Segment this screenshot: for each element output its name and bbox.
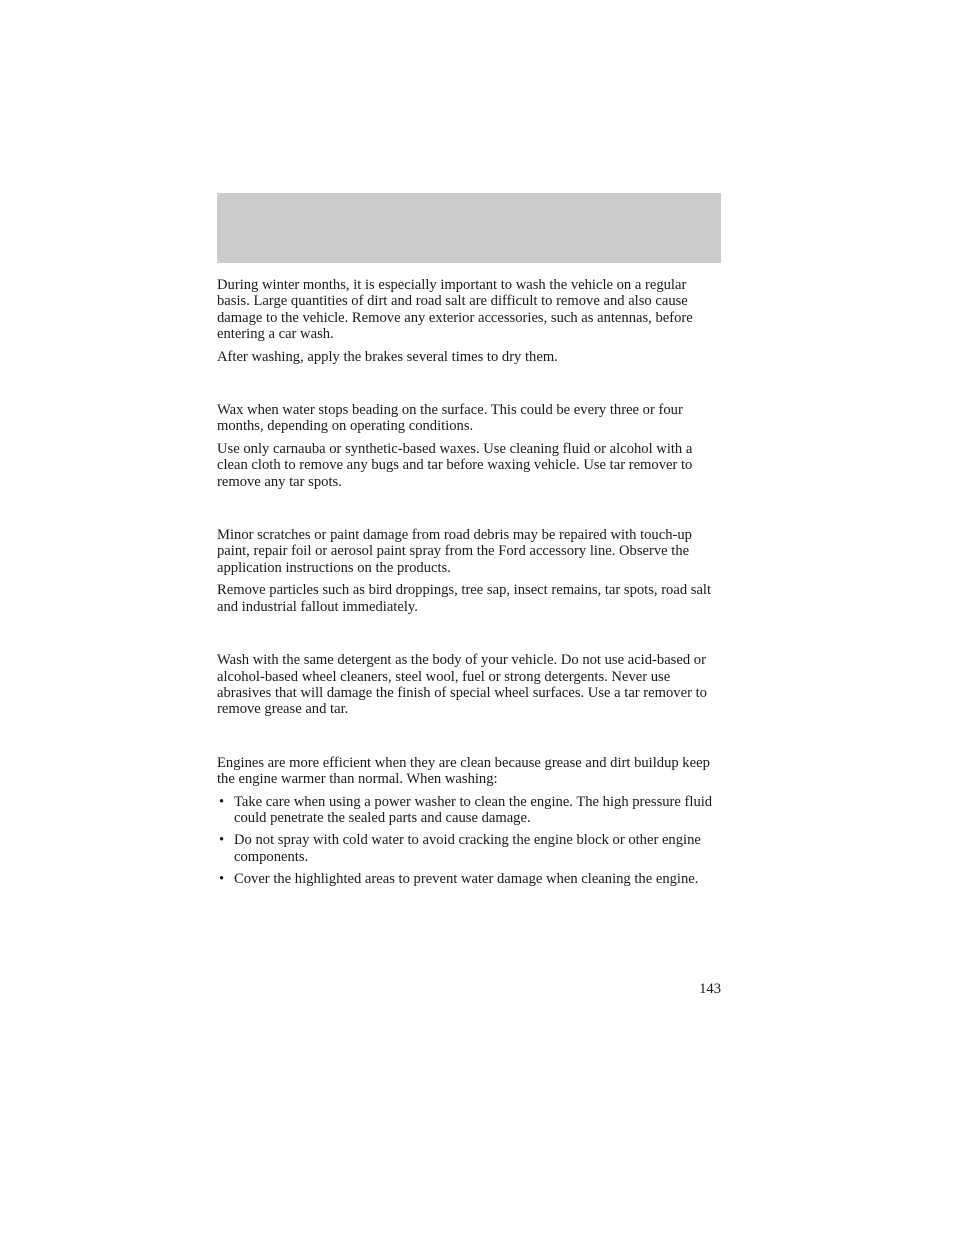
paint-paragraph-1: Minor scratches or paint damage from road debris may be repaired with touch-up paint, repair foil or aerosol paint spray from the Ford accessory line. Observe the application instructions on the products. — [217, 527, 692, 576]
engine-paragraph-1: Engines are more efficient when they are clean because grease and dirt buildup keep the engine warmer than normal. When washing: — [217, 754, 710, 788]
page-number: 143 — [699, 981, 721, 997]
page-body — [217, 277, 721, 894]
engine-bullet-list — [217, 794, 721, 888]
list-item — [217, 794, 721, 827]
waxing-paragraph-2: Use only carnauba or synthetic-based waxes. Use cleaning fluid or alcohol with a clean cloth to remove any bugs and tar before waxing vehicle. Use tar remover to remove any tar spots. — [217, 440, 693, 490]
washing-paragraph-2: After washing, apply the brakes several times to dry them. — [217, 348, 558, 365]
bullet-icon: • — [219, 871, 225, 888]
wheels-paragraph-1: Wash with the same detergent as the body of your vehicle. Do not use acid-based or alcohol-based wheel cleaners, steel wool, fuel or strong detergents. Never use abrasives that will damage the finish of special wheel surfaces. Use a tar remover to remove grease and tar. — [217, 652, 707, 718]
washing-paragraph-1: During winter months, it is especially important to wash the vehicle on a regular basis. Large quantities of dirt and road salt are difficult to remove and also cause damage to the vehicle. Remove any exterior accessories, such as antennas, before entering a car wash. — [217, 277, 693, 343]
bullet-icon: • — [219, 832, 225, 849]
waxing-paragraph-1: Wax when water stops beading on the surface. This could be every three or four months, depending on operating conditions. — [217, 402, 683, 435]
list-item-text: Do not spray with cold water to avoid cracking the engine block or other engine components. — [234, 832, 701, 865]
paint-paragraph-2: Remove particles such as bird droppings, tree sap, insect remains, tar spots, road salt and industrial fallout immediately. — [217, 582, 712, 615]
bullet-icon: • — [219, 793, 225, 810]
section-header-band — [217, 193, 721, 263]
list-item — [217, 871, 721, 887]
list-item-text: Take care when using a power washer to clean the engine. The high pressure fluid could penetrate the sealed parts and cause damage. — [234, 793, 713, 826]
list-item — [217, 832, 721, 865]
list-item-text: Cover the highlighted areas to prevent water damage when cleaning the engine. — [234, 871, 699, 888]
